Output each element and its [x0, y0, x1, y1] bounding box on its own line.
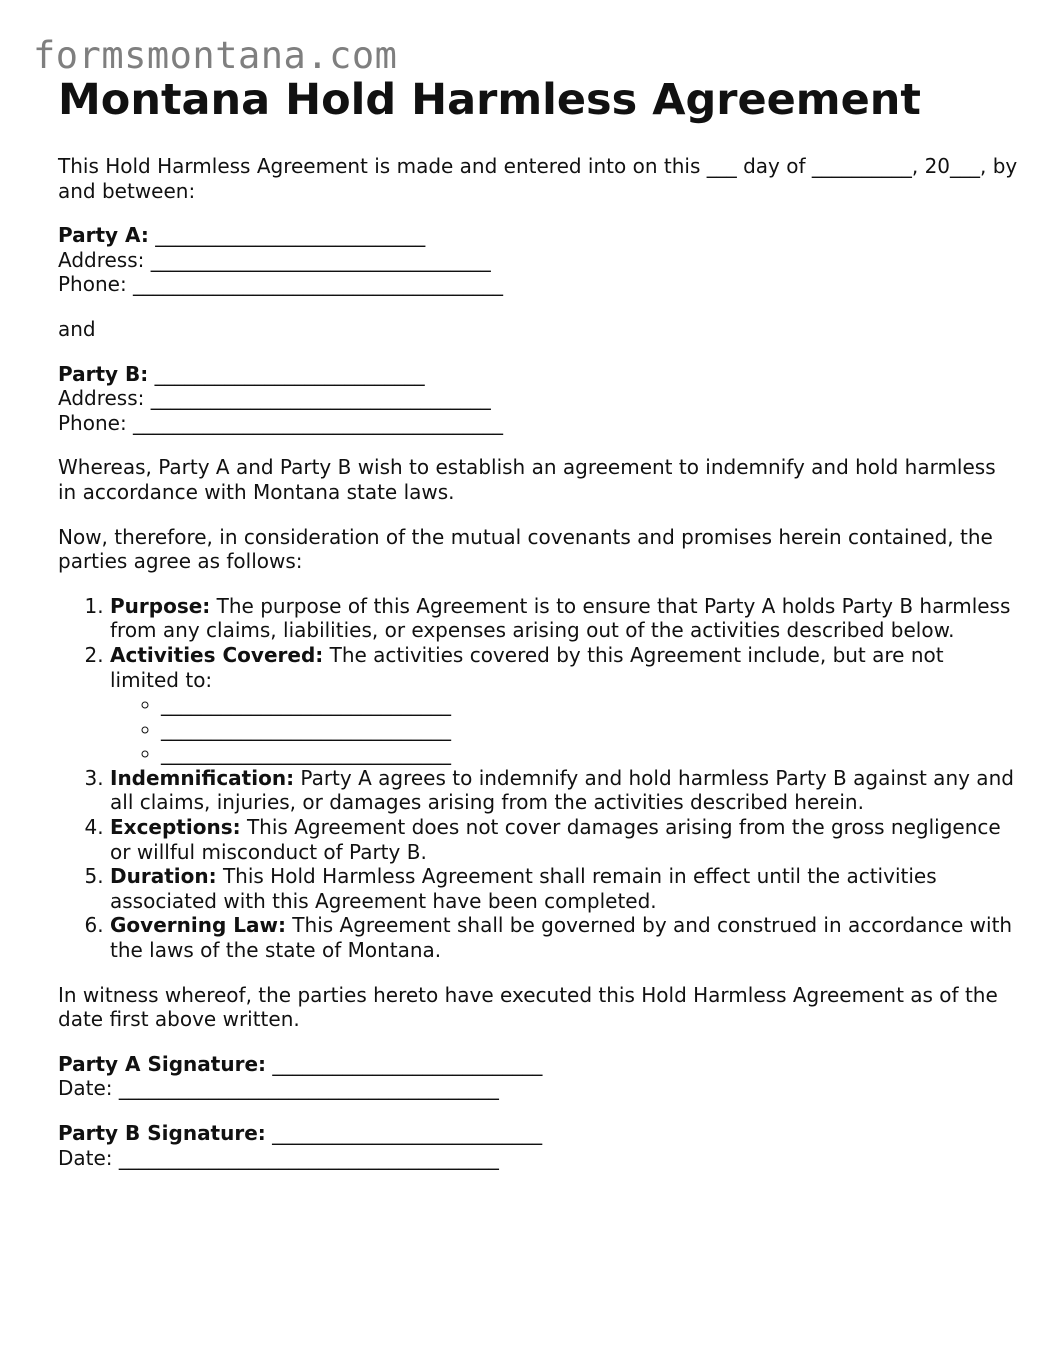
clause-duration [110, 864, 1018, 913]
clause-text: This Agreement does not cover damages arising from the gross negligence or willful misconduct of Party B. [110, 815, 1001, 864]
clause-text: The activities covered by this Agreement include, but are not limited to: [110, 642, 944, 692]
party-a-block [58, 223, 1018, 297]
clause-purpose [110, 594, 1018, 643]
clause-activities [110, 643, 1018, 766]
signature-b-block [58, 1121, 1018, 1170]
clause-heading: Indemnification: [110, 765, 295, 790]
party-a-line [58, 223, 1018, 248]
activity-blank: ◦ _____________________________ [161, 692, 1018, 717]
clause-text: This Hold Harmless Agreement shall remain in effect until the activities associated with this Agreement have been completed. [110, 864, 937, 913]
party-b-label: Party B: [58, 361, 149, 386]
document-title: Montana Hold Harmless Agreement [58, 75, 921, 125]
clause-heading: Purpose: [110, 593, 211, 618]
clause-heading: Activities Covered: [110, 642, 324, 667]
clauses-list [58, 594, 1018, 963]
party-a-phone: Phone: _____________________________________ [58, 272, 504, 297]
clause-text: Party A agrees to indemnify and hold harmless Party B against any and all claims, injuries, or damages arising from the activities described herein. [110, 765, 1014, 815]
signature-a-label: Party A Signature: [58, 1051, 267, 1076]
signature-b-date: Date: ______________________________________ [58, 1145, 499, 1170]
party-b-address: Address: __________________________________ [58, 386, 491, 411]
and-text: and [58, 316, 96, 341]
clause-indemnification [110, 766, 1018, 815]
activities-blank-list [110, 692, 1018, 766]
witness-paragraph: In witness whereof, the parties hereto have executed this Hold Harmless Agreement as of the date first above written. [58, 982, 998, 1032]
intro-paragraph: This Hold Harmless Agreement is made and entered into on this ___ day of __________, 20___, by and between: [58, 154, 1018, 203]
party-b-line [58, 362, 1018, 387]
party-b-name-blank: ___________________________ [154, 361, 425, 386]
signature-a-line [58, 1052, 1018, 1077]
activity-blank: ◦ _____________________________ [161, 741, 1018, 766]
clause-text: The purpose of this Agreement is to ensure that Party A holds Party B harmless from any claims, liabilities, or expenses arising out of the activities described below. [110, 593, 1011, 643]
clause-heading: Duration: [110, 864, 217, 889]
clause-heading: Exceptions: [110, 815, 241, 840]
party-a-name-blank: ___________________________ [155, 223, 426, 248]
document-body [58, 75, 1018, 1190]
activity-blank: ◦ _____________________________ [161, 717, 1018, 742]
clause-governing-law [110, 913, 1018, 962]
whereas-paragraph: Whereas, Party A and Party B wish to establish an agreement to indemnify and hold harmless in accordance with Montana state laws. [58, 455, 996, 504]
watermark: formsmontana.com [33, 34, 398, 77]
clause-exceptions [110, 815, 1018, 864]
signature-a-date: Date: ______________________________________ [58, 1076, 499, 1101]
signature-b-label: Party B Signature: [58, 1121, 266, 1145]
party-b-block [58, 362, 1018, 436]
party-a-address: Address: __________________________________ [58, 247, 491, 272]
signature-b-line [58, 1121, 1018, 1146]
signature-b-blank: ___________________________ [272, 1121, 543, 1145]
party-b-phone: Phone: _____________________________________ [58, 410, 504, 435]
now-therefore-paragraph: Now, therefore, in consideration of the mutual covenants and promises herein contained, the parties agree as follows: [58, 524, 993, 574]
clause-heading: Governing Law: [110, 913, 286, 938]
signature-a-blank: ___________________________ [272, 1051, 543, 1076]
clause-text: This Agreement shall be governed by and construed in accordance with the laws of the state of Montana. [110, 913, 1013, 963]
signature-a-block [58, 1052, 1018, 1101]
party-a-label: Party A: [58, 223, 149, 248]
